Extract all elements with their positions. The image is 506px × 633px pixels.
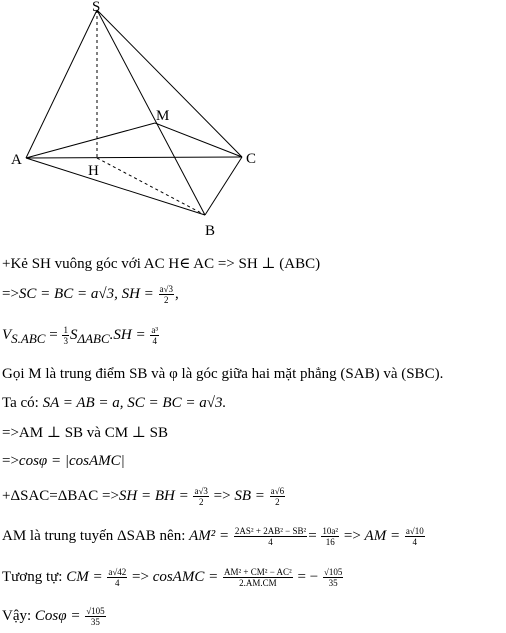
text: = [308, 527, 317, 544]
edge-SA [26, 10, 97, 158]
text: => [2, 285, 19, 302]
fraction [223, 567, 293, 588]
fraction [323, 567, 343, 588]
fraction [193, 486, 208, 507]
text: +ΔSAC=ΔBAC => [2, 487, 119, 504]
text: => [213, 487, 231, 504]
numerator: 2AS² + 2AB² − SB² [234, 526, 307, 536]
text: Ta có: [2, 395, 39, 411]
text: => [2, 453, 19, 469]
solution-line-7 [2, 452, 125, 470]
segment-HB [97, 158, 205, 215]
fraction [85, 606, 105, 627]
solution-line-11 [2, 606, 107, 627]
subscript: ΔABC [77, 330, 110, 346]
solution-line-3 [2, 325, 160, 348]
numerator: a√42 [108, 567, 127, 577]
math: V [2, 326, 12, 343]
numerator: AM² + CM² − AC² [223, 567, 292, 577]
text: , [174, 285, 179, 302]
numerator: a√10 [405, 526, 424, 536]
text: Vậy: [2, 607, 32, 624]
math: S [69, 326, 78, 343]
denominator: 4 [152, 336, 157, 346]
math: CM = [66, 568, 103, 585]
fraction [405, 526, 425, 547]
label-C: C [246, 151, 257, 167]
fraction [234, 526, 307, 547]
text: AM là trung tuyến ΔSAB nên: [2, 527, 186, 544]
solution-line-4: Gọi M là trung điểm SB và φ là góc giữa hai mặt phẳng (SAB) và (SBC). [2, 366, 444, 382]
label-S: S [92, 0, 101, 15]
solution-line-9 [2, 526, 426, 547]
denominator: 2 [198, 497, 204, 507]
math: SC = BC = a√3, SH = [18, 285, 154, 302]
math: AM = [364, 527, 401, 544]
fraction [107, 567, 127, 588]
numerator: 10a² [322, 526, 339, 536]
edge-SC [97, 10, 242, 157]
solution-line-2 [2, 284, 179, 305]
denominator: 3 [63, 336, 68, 346]
math: SB = [234, 487, 265, 504]
numerator: 1 [63, 325, 68, 335]
denominator: 16 [325, 537, 335, 547]
edge-AB [26, 158, 205, 215]
solution-line-5 [2, 394, 226, 412]
math: .SH = [109, 326, 146, 343]
solution-line-1: +Kẻ SH vuông góc với AC H∈ AC => SH ⊥ (ABC) [2, 256, 321, 272]
label-H: H [88, 163, 99, 179]
fraction [270, 486, 285, 507]
segment-AM [26, 123, 155, 158]
numerator: a³ [151, 325, 159, 335]
solution-line-10 [2, 567, 344, 588]
math: Cosφ = [34, 607, 81, 624]
edge-SB [97, 10, 205, 215]
math: SH = BH = [118, 487, 189, 504]
pyramid-figure [0, 0, 506, 245]
text: Tương tự: [2, 568, 63, 585]
denominator: 4 [268, 537, 273, 547]
denominator: 4 [115, 578, 120, 588]
fraction [321, 526, 339, 547]
subscript: S.ABC [11, 330, 46, 346]
text: = [45, 326, 58, 343]
label-A: A [11, 152, 22, 168]
edge-BC [205, 157, 242, 215]
label-M: M [156, 108, 170, 124]
numerator: a√3 [194, 486, 208, 496]
denominator: 2 [164, 295, 169, 305]
text: => [343, 527, 361, 544]
math: cosφ = |cosAMC| [18, 453, 125, 469]
fraction [150, 325, 159, 346]
math: SA = AB = a, SC = BC = a√3. [42, 395, 227, 411]
solution-line-6: =>AM ⊥ SB và CM ⊥ SB [2, 425, 168, 441]
denominator: 4 [412, 537, 418, 547]
solution-line-8 [2, 486, 286, 507]
numerator: a√3 [159, 284, 173, 294]
math: cosAMC = [152, 568, 219, 585]
numerator: √105 [323, 567, 343, 577]
fraction [62, 325, 69, 346]
numerator: a√6 [270, 486, 285, 496]
text: => [132, 568, 149, 585]
text: = − [297, 568, 319, 585]
segment-CM [155, 123, 242, 157]
denominator: 35 [90, 617, 100, 627]
numerator: √105 [86, 606, 105, 616]
math: AM² = [189, 527, 230, 544]
fraction [159, 284, 174, 305]
denominator: 35 [328, 578, 338, 588]
label-B: B [205, 223, 216, 239]
edge-AC [26, 157, 242, 158]
denominator: 2 [275, 497, 280, 507]
denominator: 2.AM.CM [239, 578, 277, 588]
